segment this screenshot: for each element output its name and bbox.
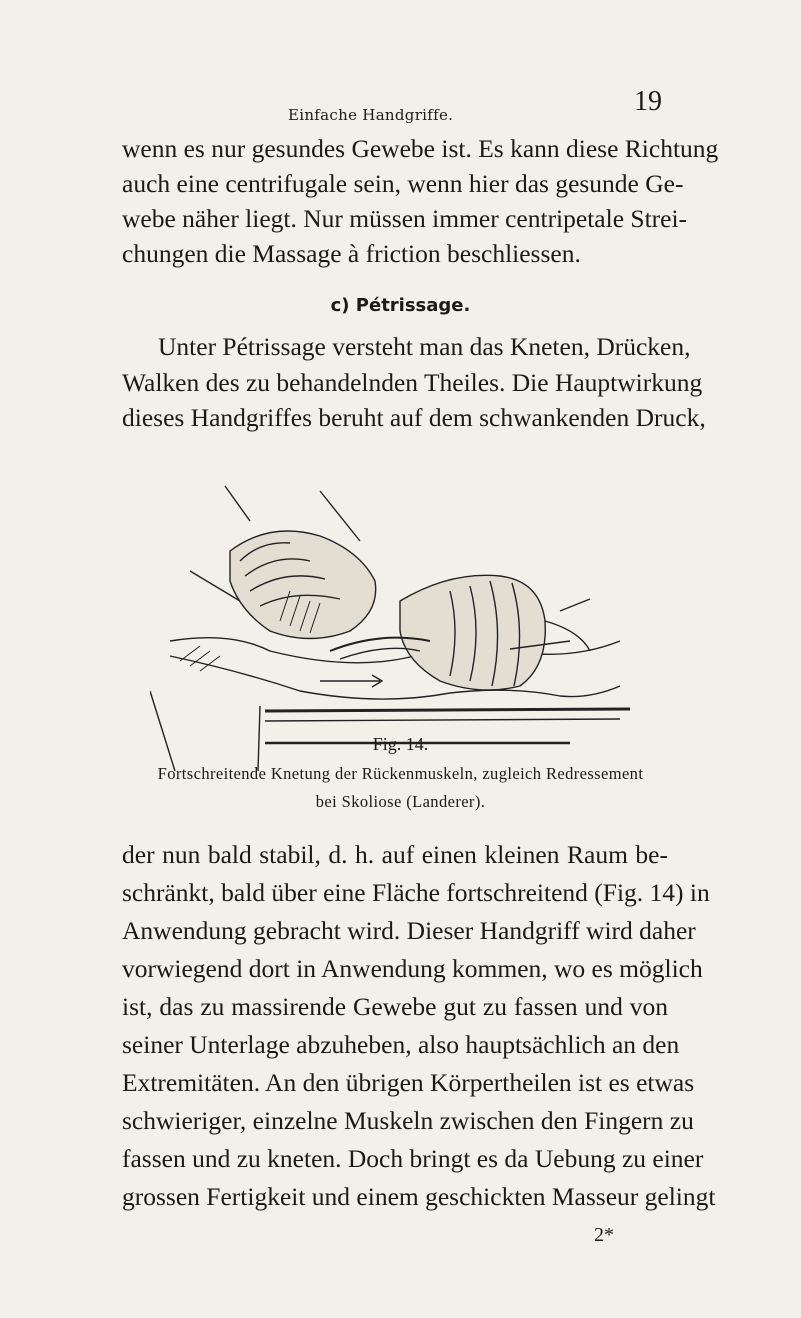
kneading-hands-illustration (150, 440, 650, 812)
signature-mark: 2* (594, 1224, 614, 1246)
paragraph-1-line: wenn es nur gesundes Gewebe ist. Es kann diese Richtung (122, 134, 719, 163)
paragraph-3-line: Extremitäten. An den übrigen Körpertheilen ist es etwas (122, 1068, 695, 1097)
paragraph-2-line: Unter Pétrissage versteht man das Kneten, Drücken, (158, 332, 691, 361)
paragraph-3-line: fassen und zu kneten. Doch bringt es da Uebung zu einer (122, 1144, 704, 1173)
paragraph-1-line: chungen die Massage à friction beschliessen. (122, 239, 581, 268)
paragraph-3-line: ist, das zu massirende Gewebe gut zu fassen und von (122, 992, 668, 1021)
page-number: 19 (634, 86, 662, 117)
paragraph-3-line: schwieriger, einzelne Muskeln zwischen den Fingern zu (122, 1106, 694, 1135)
figure-label: Fig. 14. (372, 734, 429, 754)
figure-14-illustration (150, 440, 650, 730)
paragraph-1-line: webe näher liegt. Nur müssen immer centripetale Strei- (122, 204, 688, 233)
paragraph-3-line: grossen Fertigkeit und einem geschickten Masseur gelingt (122, 1182, 716, 1211)
paragraph-3-line: Anwendung gebracht wird. Dieser Handgriff wird daher (122, 916, 696, 945)
running-title: Einfache Handgriffe. (288, 106, 454, 124)
paragraph-3-line: der nun bald stabil, d. h. auf einen kleinen Raum be- (122, 840, 668, 869)
paragraph-3-line: seiner Unterlage abzuheben, also hauptsächlich an den (122, 1030, 680, 1059)
figure-caption-line-2: bei Skoliose (Landerer). (315, 792, 486, 811)
page-header (0, 80, 801, 124)
paragraph-2-line: dieses Handgriffes beruht auf dem schwankenden Druck, (122, 403, 706, 432)
paragraph-3-line: vorwiegend dort in Anwendung kommen, wo es möglich (122, 954, 703, 983)
paragraph-2-line: Walken des zu behandelnden Theiles. Die Hauptwirkung (122, 368, 703, 397)
paragraph-1-line: auch eine centrifugale sein, wenn hier das gesunde Ge- (122, 169, 684, 198)
section-heading: c) Pétrissage. (330, 295, 471, 316)
paragraph-3-line: schränkt, bald über eine Fläche fortschreitend (Fig. 14) in (122, 878, 710, 907)
figure-caption-line-1: Fortschreitende Knetung der Rückenmuskeln, zugleich Redressement (157, 764, 644, 783)
